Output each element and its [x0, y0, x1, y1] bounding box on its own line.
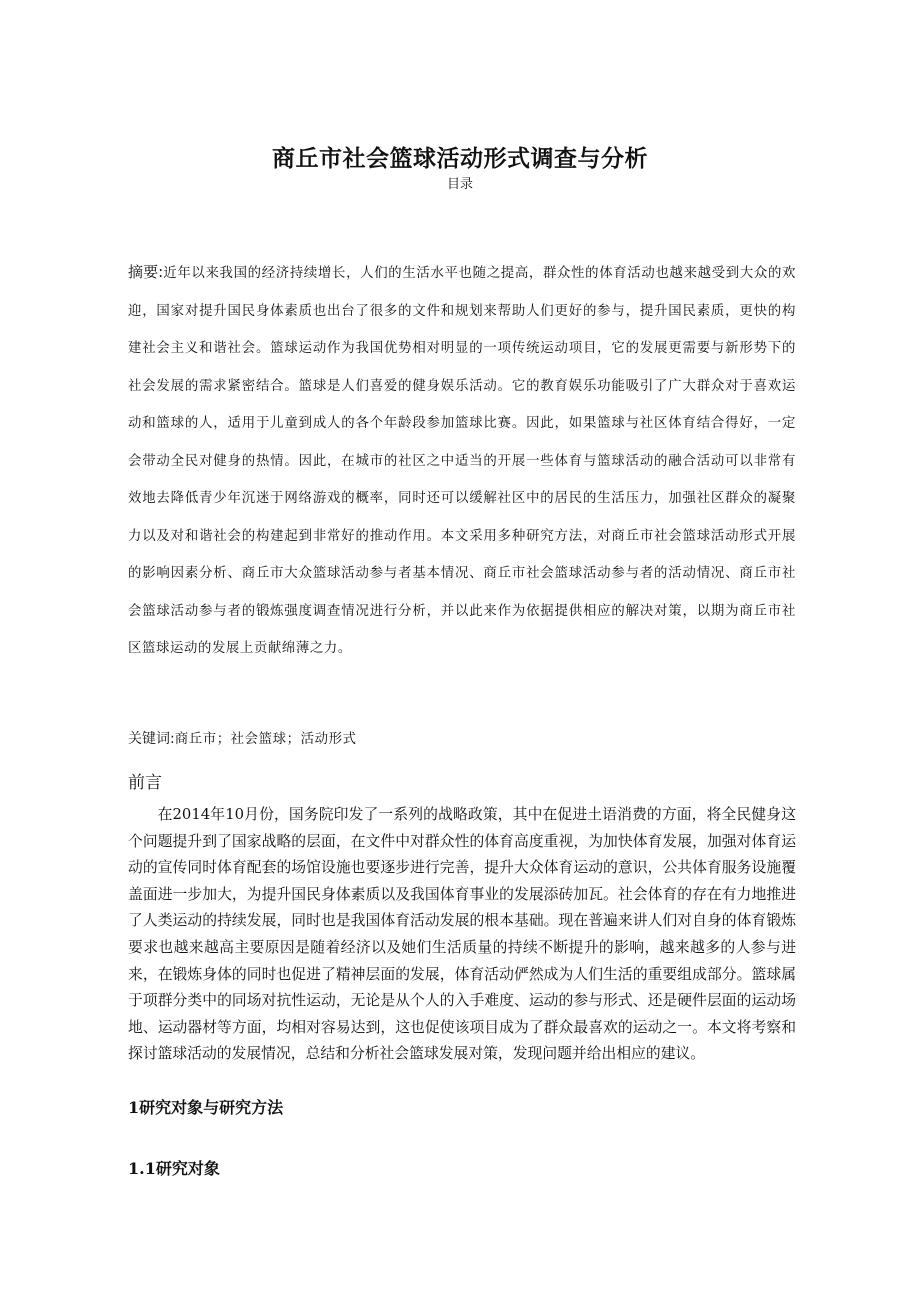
toc-label: 目录: [446, 177, 473, 192]
keywords-line: [128, 726, 796, 753]
preface-heading: 前言: [128, 773, 162, 793]
section-heading: 1研究对象与研究方法: [128, 1098, 284, 1117]
document-title: 商丘市社会篮球活动形式调查与分析: [272, 146, 648, 173]
keywords-label: 关键词:: [128, 731, 175, 747]
abstract-text: 近年以来我国的经济持续增长，人们的生活水平也随之提高，群众性的体育活动也越来越受到大众的欢迎，国家对提升国民身体素质也出台了很多的文件和规划来帮助人们更好的参与，提升国民素质，更快的构建社会主义和谐社会。篮球运动作为我国优势相对明显的一项传统运动项目，它的发展更需要与新形势下的社会发展的需求紧密结合。篮球是人们喜爱的健身娱乐活动。它的教育娱乐功能吸引了广大群众对于喜欢运动和篮球的人，适用于儿童到成人的各个年龄段参加篮球比赛。因此，如果篮球与社区体育结合得好，一定会带动全民对健身的热情。因此，在城市的社区之中适当的开展一些体育与篮球活动的融合活动可以非常有效地去降低青少年沉迷于网络游戏的概率，同时还可以缓解社区中的居民的生活压力，加强社区群众的凝聚力以及对和谐社会的构建起到非常好的推动作用。本文采用多种研究方法，对商丘市社会篮球活动形式开展的影响因素分析、商丘市大众篮球活动参与者基本情况、商丘市社会篮球活动参与者的活动情况、商丘市社会篮球活动参与者的锻炼强度调查情况进行分析，并以此来作为依据提供相应的解决对策，以期为商丘市社区篮球运动的发展上贡献绵薄之力。: [128, 266, 796, 656]
keywords-text: 商丘市；社会篮球；活动形式: [174, 732, 357, 747]
abstract-label: 摘要:: [128, 263, 164, 281]
preface-paragraph: 在2014年10月份，国务院印发了一系列的战略政策，其中在促进土语消费的方面，将全民健身这个问题提升到了国家战略的层面，在文件中对群众性的体育高度重视，为加快体育发展，加强对体育运动的宣传同时体育配套的场馆设施也要逐步进行完善，提升大众体育运动的意识，公共体育服务设施覆盖面进一步加大，为提升国民身体素质以及我国体育事业的发展添砖加瓦。社会体育的存在有力地推进了人类运动的持续发展，同时也是我国体育活动发展的根本基础。现在普遍来讲人们对自身的体育锻炼要求也越来越高主要原因是随着经济以及她们生活质量的持续不断提升的影响，越来越多的人参与进来，在锻炼身体的同时也促进了精神层面的发展，体育活动俨然成为人们生活的重要组成部分。篮球属于项群分类中的同场对抗性运动，无论是从个人的入手难度、运动的参与形式、还是硬件层面的运动场地、运动器材等方面，均相对容易达到，这也促使该项目成为了群众最喜欢的运动之一。本文将考察和探讨篮球活动的发展情况，总结和分析社会篮球发展对策，发现问题并给出相应的建议。: [128, 806, 796, 1063]
subsection-heading: 1.1研究对象: [128, 1159, 220, 1178]
abstract-paragraph: [128, 254, 796, 668]
